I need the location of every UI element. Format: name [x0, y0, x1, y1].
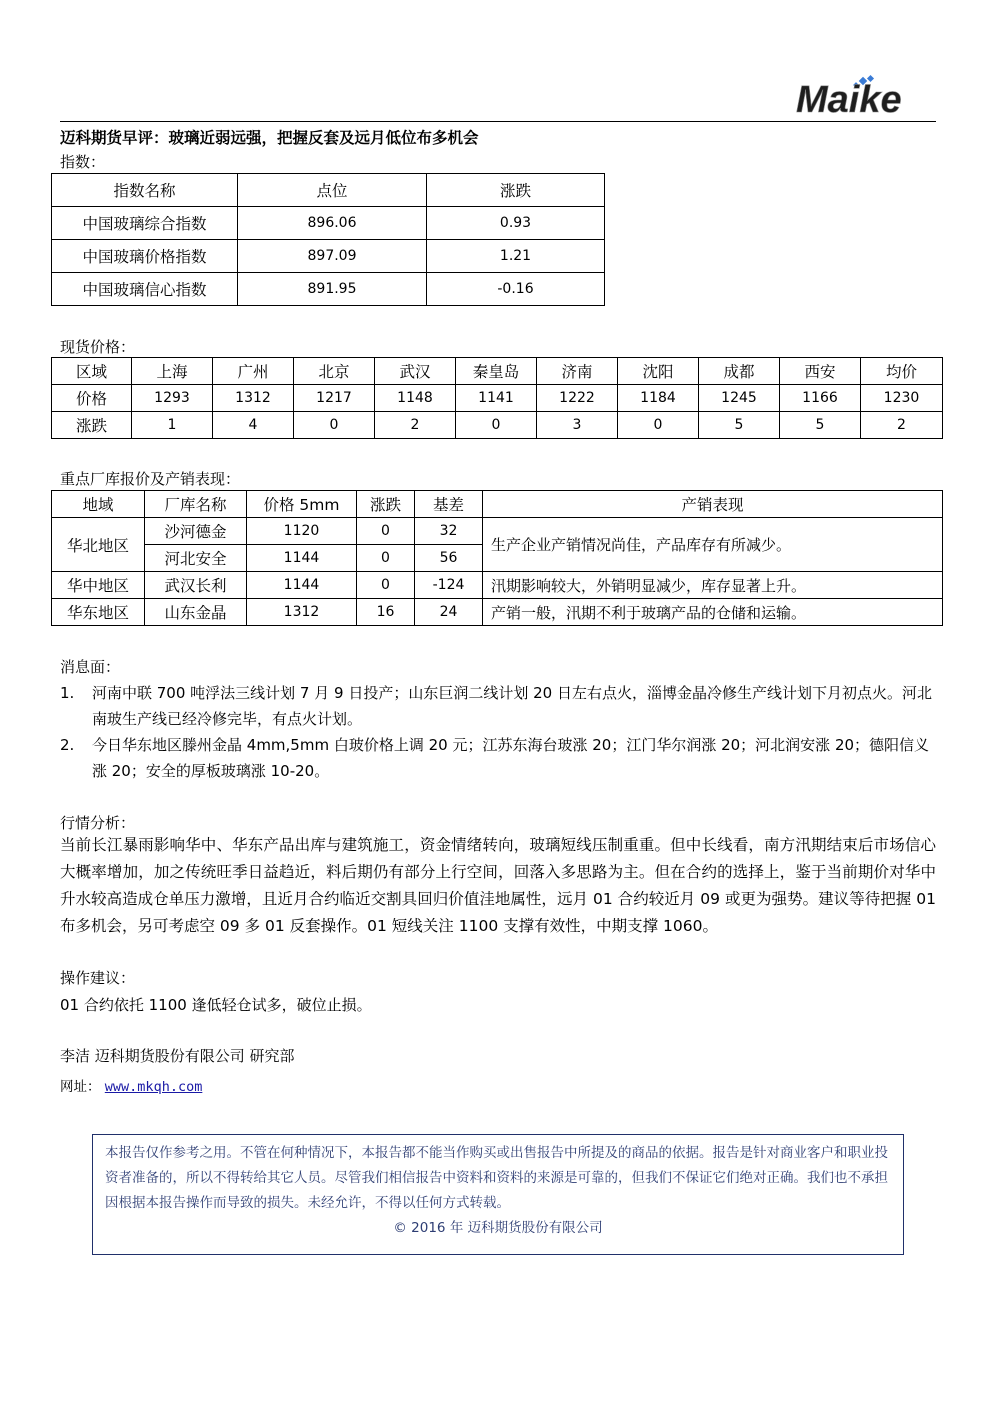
table-cell: 1245: [699, 385, 780, 412]
analysis-text: 当前长江暴雨影响华中、华东产品出库与建筑施工，资金情绪转向，玻璃短线压制重重。但中长线看，南方汛期结束后市场信心大概率增加，加之传统旺季日益趋近，料后期仍有部分上行空间，回落入多思路为主。但在合约的选择上，鉴于当前期价对华中升水较高造成仓单压力激增，且近月合约临近交割具回归价值洼地属性，远月 01 合约较近月 09 或更为强势。建议等待把握 01 布多机会，另可考虑空 09 多 01 反套操作。01 短线关注 1100 支撑有效性，中期支撑 1060。: [60, 836, 936, 935]
table-row: [52, 599, 943, 626]
table-header-row: [52, 491, 943, 518]
header-cell: 基差: [415, 491, 483, 518]
note-cell: 生产企业产销情况尚佳，产品库存有所减少。: [483, 518, 943, 572]
table-cell: 中国玻璃综合指数: [52, 207, 238, 240]
basis-cell: 24: [415, 599, 483, 626]
header-cell: 价格 5mm: [247, 491, 357, 518]
report-title: 迈科期货早评：玻璃近弱远强，把握反套及远月低位布多机会: [60, 129, 479, 147]
table-header-row: [52, 174, 605, 207]
list-item: [60, 732, 940, 784]
change-cell: 0: [357, 545, 415, 572]
header-cell: 指数名称: [52, 174, 238, 207]
table-cell: 秦皇岛: [456, 358, 537, 385]
table-cell: -0.16: [427, 273, 605, 306]
table-row: [52, 273, 605, 306]
table-cell: 4: [213, 412, 294, 439]
table-cell: 1230: [861, 385, 943, 412]
table-cell: 涨跌: [52, 412, 132, 439]
table-row: [52, 385, 943, 412]
price-cell: 1120: [247, 518, 357, 545]
table-cell: 891.95: [238, 273, 427, 306]
list-number: 2.: [60, 736, 75, 754]
table-cell: 沈阳: [618, 358, 699, 385]
table-cell: 1312: [213, 385, 294, 412]
header-cell: 涨跌: [357, 491, 415, 518]
author-line: 李洁 迈科期货股份有限公司 研究部: [60, 1047, 295, 1065]
table-row: [52, 572, 943, 599]
table-row: [52, 518, 943, 545]
news-list: [60, 680, 940, 784]
list-text: 河南中联 700 吨浮法三线计划 7 月 9 日投产；山东巨润二线计划 20 日左右点火，淄博金晶冷修生产线计划下月初点火。河北南玻生产线已经冷修完毕，有点火计划。: [92, 684, 932, 728]
table-cell: 1148: [375, 385, 456, 412]
table-cell: 0.93: [427, 207, 605, 240]
table-cell: 5: [699, 412, 780, 439]
index-table: [51, 173, 605, 306]
header-cell: 涨跌: [427, 174, 605, 207]
list-number: 1.: [60, 684, 75, 702]
table-cell: 897.09: [238, 240, 427, 273]
region-cell: 华东地区: [52, 599, 145, 626]
basis-cell: -124: [415, 572, 483, 599]
factory-cell: 武汉长利: [145, 572, 247, 599]
header-cell: 产销表现: [483, 491, 943, 518]
price-cell: 1144: [247, 572, 357, 599]
website-label: 网址：: [60, 1079, 101, 1095]
table-row: [52, 240, 605, 273]
factory-cell: 河北安全: [145, 545, 247, 572]
website-line: [60, 1075, 202, 1095]
advice-label: 操作建议：: [60, 969, 136, 987]
table-cell: 3: [537, 412, 618, 439]
table-cell: 1222: [537, 385, 618, 412]
price-cell: 1144: [247, 545, 357, 572]
table-cell: 北京: [294, 358, 375, 385]
website-link[interactable]: www.mkqh.com: [104, 1079, 203, 1095]
table-cell: 中国玻璃价格指数: [52, 240, 238, 273]
table-cell: 价格: [52, 385, 132, 412]
news-label: 消息面：: [60, 658, 121, 676]
table-cell: 1141: [456, 385, 537, 412]
analysis-label: 行情分析：: [60, 814, 136, 832]
table-cell: 1293: [132, 385, 213, 412]
table-cell: 1.21: [427, 240, 605, 273]
disclaimer-text: 本报告仅作参考之用。不管在何种情况下，本报告都不能当作购买或出售报告中所提及的商品的依据。报告是针对商业客户和职业投资者准备的，所以不得转给其它人员。尽管我们相信报告中资料和资料的来源是可靠的，但我们不保证它们绝对正确。我们也不承担因根据本报告操作而导致的损失。未经允许，不得以任何方式转载。: [105, 1145, 888, 1211]
table-cell: 上海: [132, 358, 213, 385]
table-cell: 1184: [618, 385, 699, 412]
advice-text: 01 合约依托 1100 逢低轻仓试多，破位止损。: [60, 996, 372, 1014]
header-cell: 点位: [238, 174, 427, 207]
spot-price-table: [51, 357, 943, 439]
region-cell: 华中地区: [52, 572, 145, 599]
table-cell: 0: [294, 412, 375, 439]
table-cell: 2: [861, 412, 943, 439]
header-rule: [60, 121, 936, 122]
change-cell: 0: [357, 572, 415, 599]
change-cell: 0: [357, 518, 415, 545]
table-cell: 0: [618, 412, 699, 439]
region-cell: 华北地区: [52, 518, 145, 572]
table-cell: 896.06: [238, 207, 427, 240]
disclaimer-box: [92, 1134, 904, 1255]
maike-logo: [792, 74, 932, 118]
list-item: [60, 680, 940, 732]
factory-cell: 沙河德金: [145, 518, 247, 545]
table-header-row: [52, 358, 943, 385]
basis-cell: 32: [415, 518, 483, 545]
factory-label: 重点厂库报价及产销表现：: [60, 470, 241, 488]
note-cell: 产销一般，汛期不利于玻璃产品的仓储和运输。: [483, 599, 943, 626]
table-cell: 济南: [537, 358, 618, 385]
header-cell: 地域: [52, 491, 145, 518]
logo-text: Maike: [796, 79, 902, 118]
price-cell: 1312: [247, 599, 357, 626]
table-cell: 西安: [780, 358, 861, 385]
spot-label: 现货价格：: [60, 338, 136, 356]
table-row: [52, 412, 943, 439]
table-cell: 1: [132, 412, 213, 439]
table-cell: 2: [375, 412, 456, 439]
table-cell: 武汉: [375, 358, 456, 385]
table-cell: 中国玻璃信心指数: [52, 273, 238, 306]
table-cell: 成都: [699, 358, 780, 385]
table-cell: 区域: [52, 358, 132, 385]
table-row: [52, 207, 605, 240]
copyright-text: © 2016 年 迈科期货股份有限公司: [393, 1220, 603, 1236]
table-cell: 均价: [861, 358, 943, 385]
table-cell: 广州: [213, 358, 294, 385]
factory-table: [51, 490, 943, 626]
change-cell: 16: [357, 599, 415, 626]
list-text: 今日华东地区滕州金晶 4mm,5mm 白玻价格上调 20 元；江苏东海台玻涨 20；江门华尔润涨 20；河北润安涨 20；德阳信义涨 20；安全的厚板玻璃涨 10-20。: [92, 736, 930, 780]
header-cell: 厂库名称: [145, 491, 247, 518]
basis-cell: 56: [415, 545, 483, 572]
factory-cell: 山东金晶: [145, 599, 247, 626]
table-cell: 0: [456, 412, 537, 439]
table-cell: 1217: [294, 385, 375, 412]
index-label: 指数：: [60, 153, 106, 171]
note-cell: 汛期影响较大，外销明显减少，库存显著上升。: [483, 572, 943, 599]
table-cell: 5: [780, 412, 861, 439]
table-cell: 1166: [780, 385, 861, 412]
